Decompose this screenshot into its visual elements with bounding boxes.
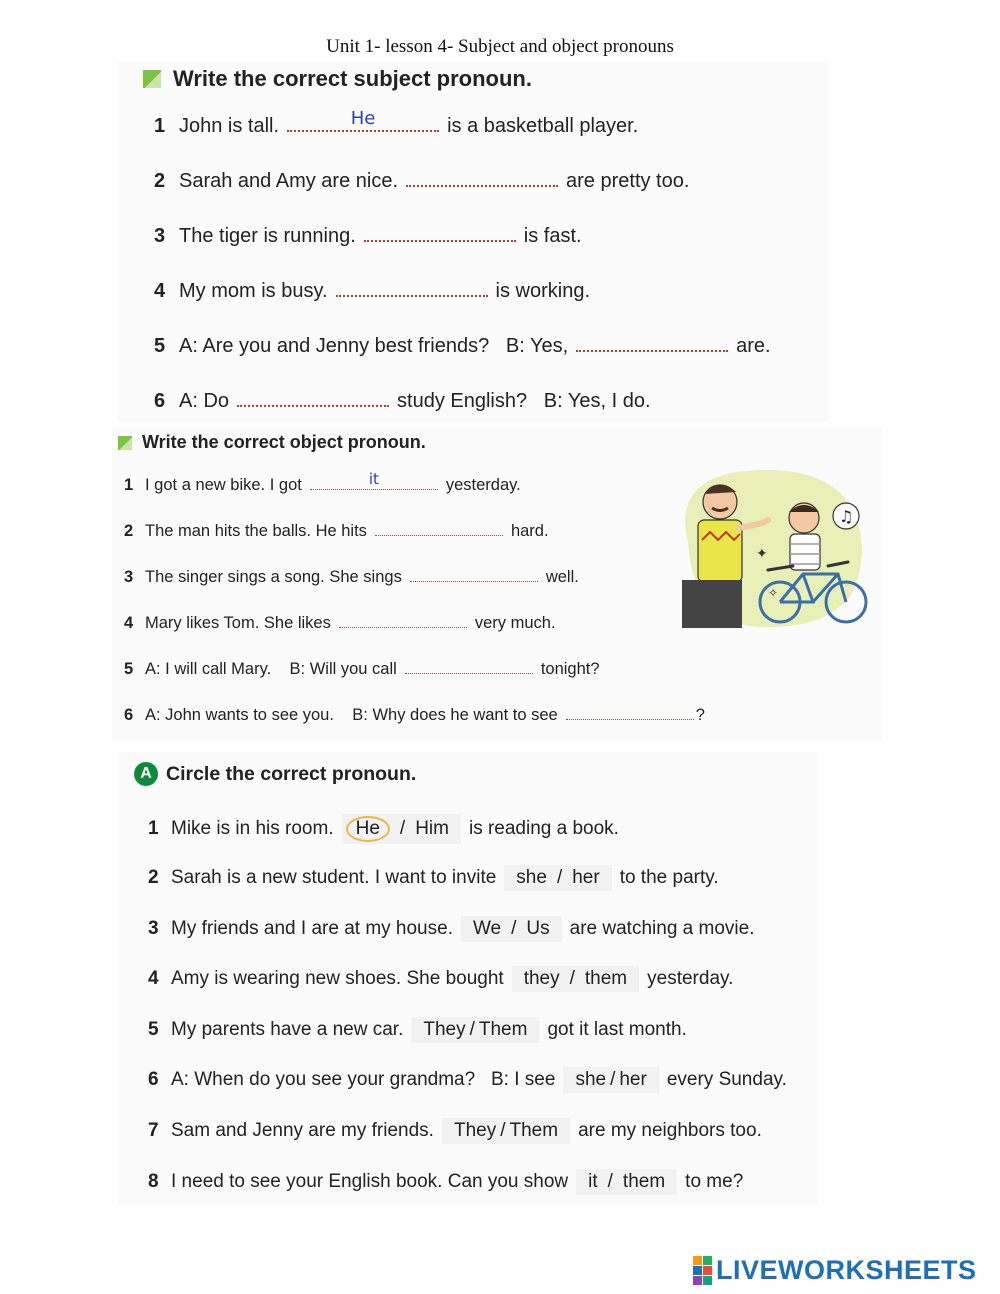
pronoun-option[interactable]: He xyxy=(346,816,390,842)
pronoun-choice xyxy=(461,916,562,942)
pronoun-choice xyxy=(442,1118,570,1144)
item-number: 6 xyxy=(148,1069,159,1090)
item-text-before: Mike is in his room. xyxy=(171,818,334,839)
list-item xyxy=(124,522,549,541)
item-text-after: very much. xyxy=(474,614,556,632)
item-text-after: study English? B: Yes, I do. xyxy=(397,390,651,412)
section3-heading xyxy=(134,762,416,786)
pronoun-option[interactable]: They xyxy=(453,1120,497,1141)
pronoun-option[interactable]: Them xyxy=(478,1019,528,1040)
item-number: 4 xyxy=(154,280,166,302)
item-number: 5 xyxy=(148,1019,159,1040)
item-text-after: yesterday. xyxy=(647,968,734,989)
pronoun-option[interactable]: Us xyxy=(526,918,550,939)
option-separator: / xyxy=(511,918,517,939)
item-text-before: My parents have a new car. xyxy=(171,1019,404,1040)
answer-blank[interactable] xyxy=(375,525,503,536)
item-text-after: are my neighbors too. xyxy=(578,1120,762,1141)
item-number: 3 xyxy=(124,568,134,586)
answer-blank[interactable] xyxy=(237,391,389,407)
item-text-before: Sam and Jenny are my friends. xyxy=(171,1120,434,1141)
item-number: 1 xyxy=(124,476,134,494)
pronoun-option[interactable]: Him xyxy=(415,818,449,839)
item-number: 5 xyxy=(154,335,166,357)
item-text-after: are watching a movie. xyxy=(569,918,755,939)
option-separator: / xyxy=(399,818,406,839)
section-badge: A xyxy=(134,762,158,786)
pronoun-option[interactable]: her xyxy=(572,867,600,888)
answer-blank[interactable] xyxy=(287,108,439,132)
item-text-after: are. xyxy=(736,335,771,357)
item-text-after: got it last month. xyxy=(547,1019,687,1040)
pronoun-option[interactable]: them xyxy=(584,968,628,989)
answer-blank[interactable] xyxy=(566,709,694,720)
list-item xyxy=(148,1118,762,1144)
item-text-before: A: Do xyxy=(179,390,230,412)
item-number: 4 xyxy=(148,968,159,989)
item-text-before: John is tall. xyxy=(179,115,280,137)
item-text-after: is working. xyxy=(495,280,591,302)
svg-text:✧: ✧ xyxy=(768,586,779,600)
pronoun-option[interactable]: them xyxy=(622,1171,666,1192)
item-text-after: is fast. xyxy=(523,225,582,247)
answer-blank[interactable] xyxy=(405,663,533,674)
item-number: 3 xyxy=(148,918,159,939)
list-item xyxy=(154,225,582,248)
pronoun-choice xyxy=(342,814,461,844)
answer-blank[interactable] xyxy=(310,470,438,490)
item-text-before: The singer sings a song. She sings xyxy=(145,568,402,586)
pronoun-option[interactable]: Them xyxy=(509,1120,559,1141)
pronoun-option[interactable]: it xyxy=(588,1171,598,1192)
item-text-after: ? xyxy=(695,706,705,724)
pronoun-option[interactable]: they xyxy=(523,968,560,989)
list-item xyxy=(148,814,619,844)
item-text-before: Amy is wearing new shoes. She bought xyxy=(171,968,504,989)
page-title: Unit 1- lesson 4- Subject and object pronouns xyxy=(326,36,674,57)
item-text-after: every Sunday. xyxy=(666,1069,787,1090)
pronoun-option[interactable]: she xyxy=(575,1069,607,1090)
item-number: 2 xyxy=(124,522,134,540)
list-item xyxy=(148,966,733,992)
section1-heading xyxy=(143,66,532,92)
option-separator: / xyxy=(569,968,575,989)
list-item xyxy=(154,108,639,138)
item-text-after: to the party. xyxy=(619,867,719,888)
liveworksheets-logo[interactable] xyxy=(693,1255,977,1286)
pronoun-choice xyxy=(504,865,611,891)
item-number: 1 xyxy=(154,115,166,137)
item-text-before: The man hits the balls. He hits xyxy=(145,522,367,540)
item-text-before: My friends and I are at my house. xyxy=(171,918,453,939)
answer-blank[interactable] xyxy=(406,171,558,187)
answer-blank[interactable] xyxy=(339,617,467,628)
logo-mark xyxy=(693,1256,712,1285)
item-number: 4 xyxy=(124,614,134,632)
section2-heading-text: Write the correct object pronoun. xyxy=(142,432,426,452)
logo-text: LIVEWORKSHEETS xyxy=(716,1255,977,1285)
item-number: 8 xyxy=(148,1171,159,1192)
pronoun-choice xyxy=(512,966,639,992)
list-item xyxy=(154,280,590,303)
list-item xyxy=(148,1017,687,1043)
item-text-after: yesterday. xyxy=(445,476,521,494)
option-separator: / xyxy=(556,867,563,888)
list-item xyxy=(148,865,719,891)
option-separator: / xyxy=(607,1171,613,1192)
item-text-before: I got a new bike. I got xyxy=(145,476,302,494)
list-item xyxy=(154,335,771,358)
item-text-after: tonight? xyxy=(540,660,600,678)
item-text-before: I need to see your English book. Can you show xyxy=(171,1171,569,1192)
item-number: 7 xyxy=(148,1120,159,1141)
pronoun-option[interactable]: They xyxy=(423,1019,466,1040)
item-text-after: to me? xyxy=(685,1171,744,1192)
pronoun-choice xyxy=(563,1067,658,1093)
svg-text:✦: ✦ xyxy=(756,545,768,561)
pronoun-option[interactable]: her xyxy=(619,1069,647,1090)
list-item xyxy=(154,390,651,413)
item-number: 3 xyxy=(154,225,166,247)
item-text-before: Mary likes Tom. She likes xyxy=(145,614,331,632)
item-text-before: My mom is busy. xyxy=(179,280,328,302)
list-item xyxy=(124,706,705,725)
item-number: 2 xyxy=(148,867,159,888)
green-square-icon xyxy=(143,70,161,88)
item-number: 6 xyxy=(124,706,134,724)
item-text-before: A: When do you see your grandma? B: I see xyxy=(171,1069,556,1090)
item-text-after: are pretty too. xyxy=(566,170,690,192)
item-text-before: A: I will call Mary. B: Will you call xyxy=(145,660,397,678)
answer-text: it xyxy=(368,470,379,488)
option-separator: / xyxy=(469,1019,475,1040)
option-separator: / xyxy=(610,1069,616,1090)
list-item xyxy=(154,170,689,193)
answer-blank[interactable] xyxy=(576,336,728,352)
pronoun-option[interactable]: she xyxy=(516,867,547,888)
item-text-after: hard. xyxy=(510,522,549,540)
answer-blank[interactable] xyxy=(336,281,488,297)
man-and-boy-with-bicycle-illustration xyxy=(668,462,873,630)
answer-text: He xyxy=(350,108,376,129)
pronoun-choice xyxy=(411,1017,539,1043)
item-number: 2 xyxy=(154,170,166,192)
option-separator: / xyxy=(500,1120,506,1141)
item-text-before: A: Are you and Jenny best friends? B: Yes, xyxy=(179,335,569,357)
list-item xyxy=(124,470,521,495)
list-item xyxy=(124,568,579,587)
green-square-icon xyxy=(118,436,132,450)
list-item xyxy=(124,614,556,633)
item-text-before: Sarah is a new student. I want to invite xyxy=(171,867,497,888)
item-text-before: The tiger is running. xyxy=(179,225,356,247)
pronoun-choice xyxy=(576,1169,677,1195)
item-text-after: well. xyxy=(545,568,579,586)
answer-blank[interactable] xyxy=(410,571,538,582)
item-text-before: A: John wants to see you. B: Why does he want to see xyxy=(145,706,558,724)
list-item xyxy=(124,660,600,679)
item-text-after: is a basketball player. xyxy=(447,115,639,137)
answer-blank[interactable] xyxy=(364,226,516,242)
item-number: 6 xyxy=(154,390,166,412)
list-item xyxy=(148,1067,787,1093)
section1-heading-text: Write the correct subject pronoun. xyxy=(173,66,532,91)
section3-heading-text: Circle the correct pronoun. xyxy=(166,762,417,785)
item-number: 1 xyxy=(148,818,159,839)
item-text-after: is reading a book. xyxy=(468,818,619,839)
pronoun-option[interactable]: We xyxy=(472,918,502,939)
section2-heading xyxy=(118,432,426,453)
item-number: 5 xyxy=(124,660,134,678)
list-item xyxy=(148,916,754,942)
svg-text:♫: ♫ xyxy=(839,507,854,526)
list-item xyxy=(148,1169,743,1195)
item-text-before: Sarah and Amy are nice. xyxy=(179,170,399,192)
